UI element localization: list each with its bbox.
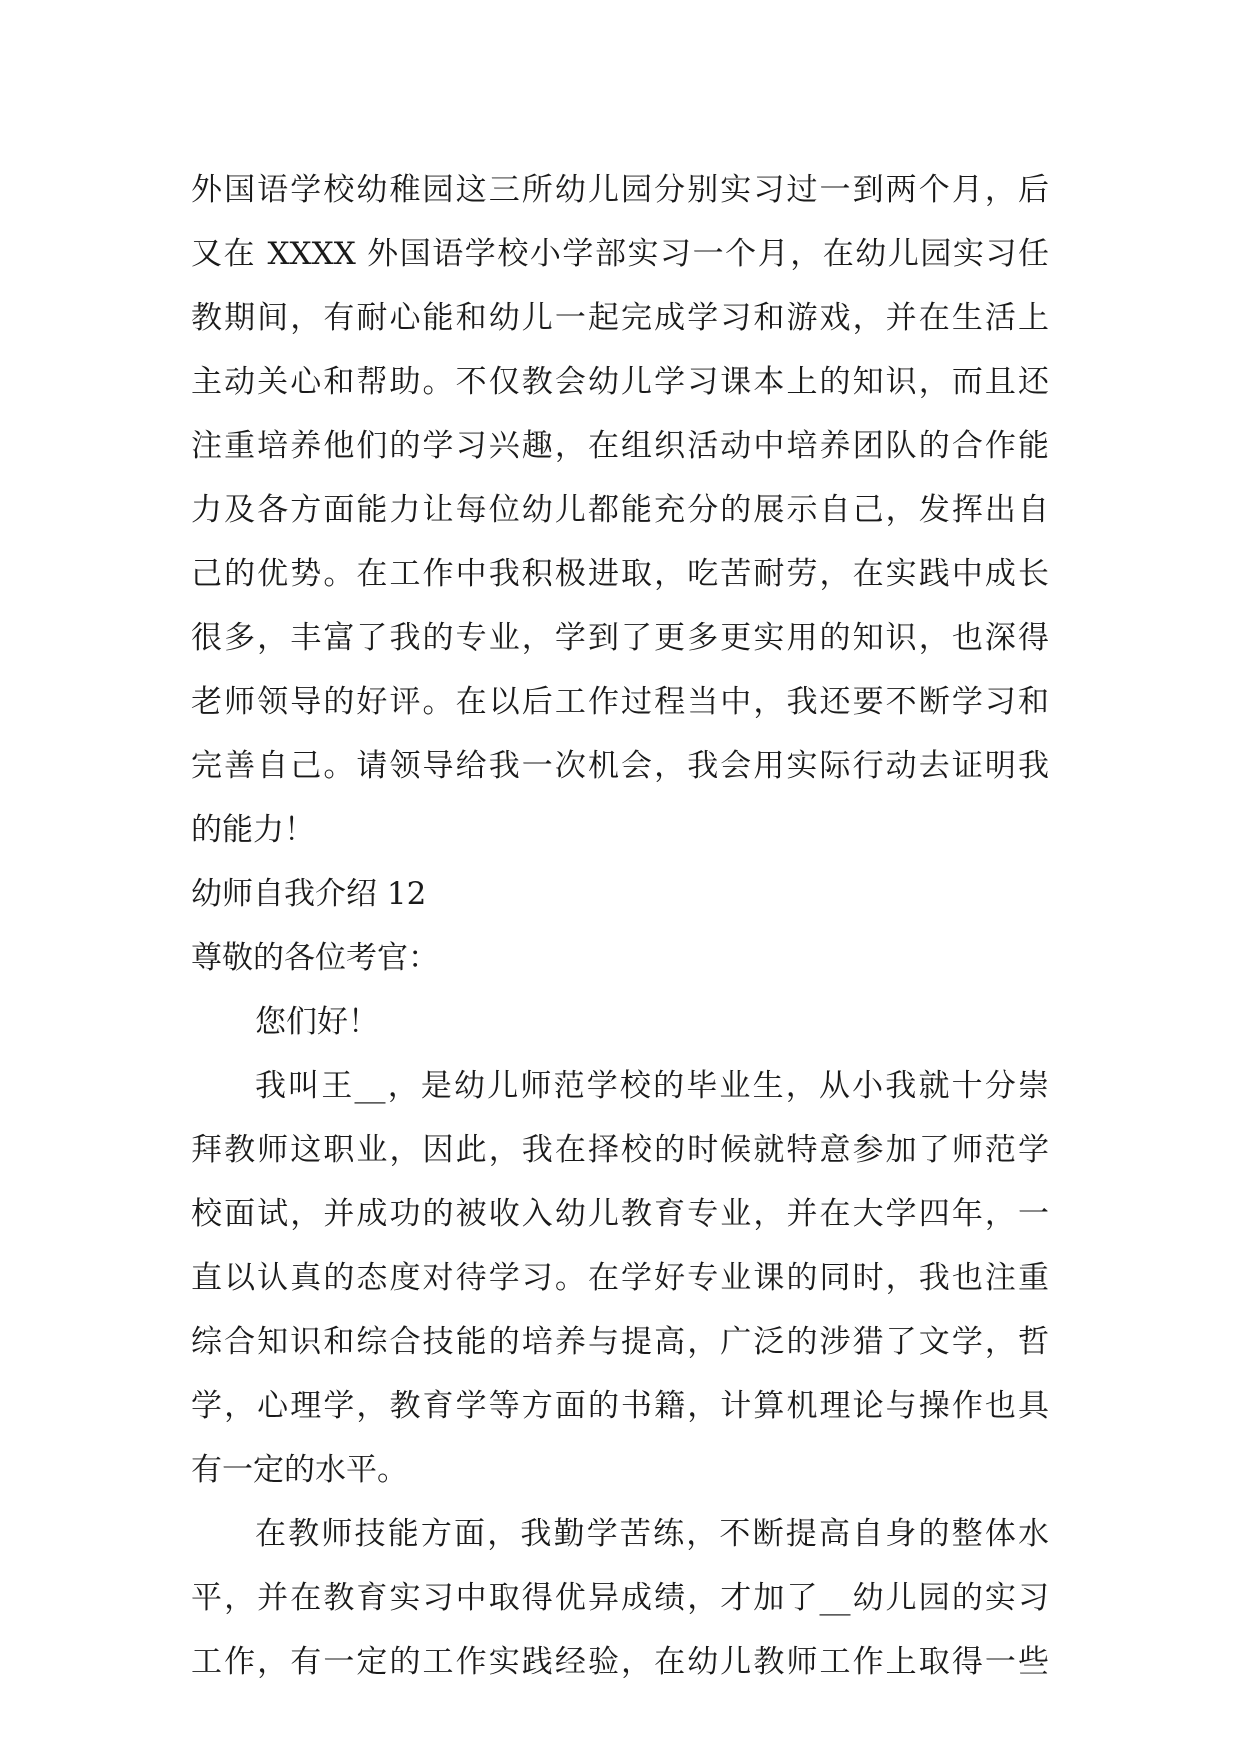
text-line: 完善自己。请领导给我一次机会，我会用实际行动去证明我 <box>191 748 1049 784</box>
text-line: 己的优势。在工作中我积极进取，吃苦耐劳，在实践中成长 <box>191 556 1049 592</box>
text-line: 我叫王__，是幼儿师范学校的毕业生，从小我就十分崇 <box>255 1068 1049 1104</box>
document-body <box>191 158 1049 1694</box>
text-line: 学，心理学，教育学等方面的书籍，计算机理论与操作也具 <box>191 1388 1049 1424</box>
salutation: 尊敬的各位考官： <box>191 940 439 976</box>
text-line: 主动关心和帮助。不仅教会幼儿学习课本上的知识，而且还 <box>191 364 1049 400</box>
text-line: 工作，有一定的工作实践经验，在幼儿教师工作上取得一些 <box>191 1644 1049 1680</box>
text-line: 力及各方面能力让每位幼儿都能充分的展示自己，发挥出自 <box>191 492 1049 528</box>
text-line: 的能力！ <box>191 812 315 848</box>
text-line: 外国语学校幼稚园这三所幼儿园分别实习过一到两个月，后 <box>191 172 1049 208</box>
text-line: 有一定的水平。 <box>191 1452 408 1488</box>
text-line: 很多，丰富了我的专业，学到了更多更实用的知识，也深得 <box>191 620 1049 656</box>
text-line: 老师领导的好评。在以后工作过程当中，我还要不断学习和 <box>191 684 1049 720</box>
text-line: 直以认真的态度对待学习。在学好专业课的同时，我也注重 <box>191 1260 1049 1296</box>
text-line: 在教师技能方面，我勤学苦练，不断提高自身的整体水 <box>255 1516 1049 1552</box>
text-line: 综合知识和综合技能的培养与提高，广泛的涉猎了文学，哲 <box>191 1324 1049 1360</box>
text-line: 平，并在教育实习中取得优异成绩，才加了__幼儿园的实习 <box>191 1580 1049 1616</box>
text-line: 校面试，并成功的被收入幼儿教育专业，并在大学四年，一 <box>191 1196 1049 1232</box>
text-line: 注重培养他们的学习兴趣，在组织活动中培养团队的合作能 <box>191 428 1049 464</box>
text-line: 教期间，有耐心能和幼儿一起完成学习和游戏，并在生活上 <box>191 300 1049 336</box>
section-heading: 幼师自我介绍 12 <box>191 876 427 912</box>
text-line: 拜教师这职业，因此，我在择校的时候就特意参加了师范学 <box>191 1132 1049 1168</box>
text-line: 又在 XXXX 外国语学校小学部实习一个月，在幼儿园实习任 <box>191 236 1049 272</box>
greeting: 您们好！ <box>255 1004 379 1040</box>
